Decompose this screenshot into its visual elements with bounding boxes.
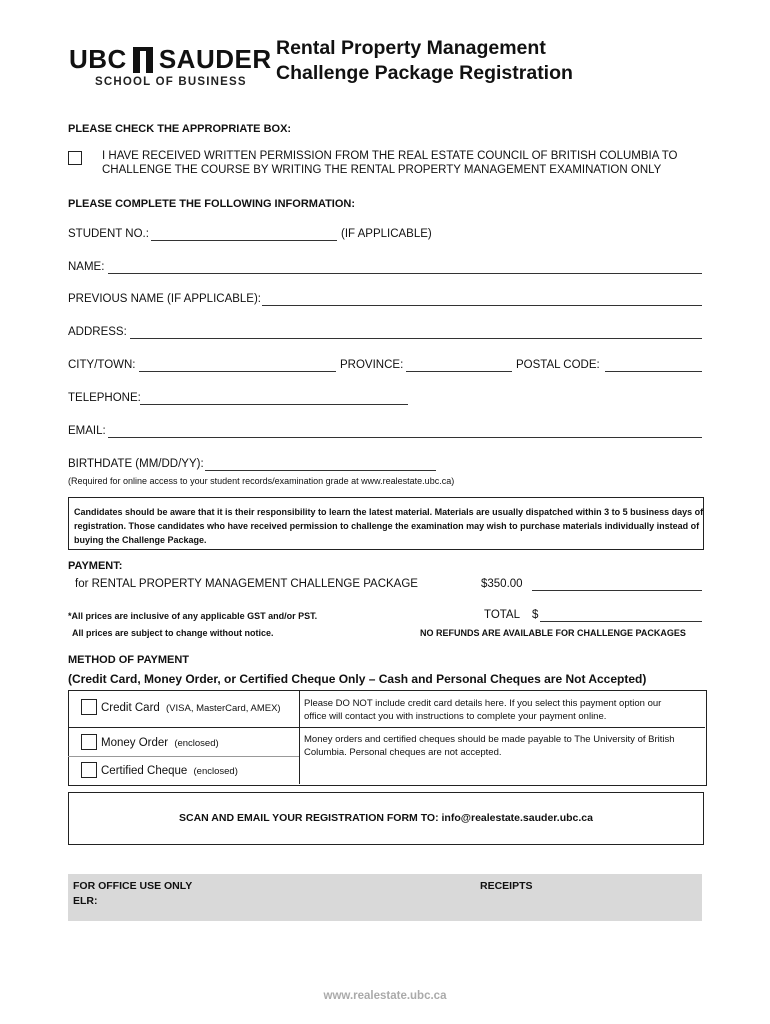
credit-card-note: (VISA, MasterCard, AMEX) bbox=[166, 703, 281, 714]
credit-card-option bbox=[101, 702, 281, 714]
postal-field[interactable] bbox=[605, 371, 702, 372]
student-no-field[interactable] bbox=[151, 240, 337, 241]
notice-line-3: buying the Challenge Package. bbox=[74, 535, 207, 545]
credit-desc-line-2: office will contact you with instructions to complete your payment online. bbox=[304, 711, 607, 722]
notice-box bbox=[68, 497, 704, 550]
telephone-field[interactable] bbox=[140, 404, 408, 405]
money-desc-line-1: Money orders and certified cheques should be made payable to The University of British bbox=[304, 734, 675, 745]
student-no-label: STUDENT NO.: bbox=[68, 228, 149, 240]
table-divider-horizontal bbox=[68, 727, 705, 728]
total-field[interactable] bbox=[540, 621, 702, 622]
logo-subtitle: SCHOOL OF BUSINESS bbox=[95, 76, 247, 88]
certified-cheque-checkbox[interactable] bbox=[81, 762, 97, 778]
city-label: CITY/TOWN: bbox=[68, 359, 136, 371]
credit-desc-line-1: Please DO NOT include credit card details here. If you select this payment option our bbox=[304, 698, 662, 709]
permission-checkbox[interactable] bbox=[68, 151, 82, 165]
footer-url[interactable]: www.realestate.ubc.ca bbox=[323, 990, 447, 1002]
address-field[interactable] bbox=[130, 338, 702, 339]
logo-sauder-text: SAUDER bbox=[158, 44, 272, 74]
method-subheading: (Credit Card, Money Order, or Certified Cheque Only – Cash and Personal Cheques are Not Accepted) bbox=[68, 672, 647, 686]
total-label: TOTAL bbox=[484, 609, 520, 621]
payment-item: for RENTAL PROPERTY MANAGEMENT CHALLENGE PACKAGE bbox=[75, 578, 418, 590]
title-line-1: Rental Property Management bbox=[276, 37, 546, 59]
title-line-2: Challenge Package Registration bbox=[276, 62, 573, 84]
table-divider-vertical bbox=[299, 690, 300, 784]
credit-card-checkbox[interactable] bbox=[81, 699, 97, 715]
permission-line-2: CHALLENGE THE COURSE BY WRITING THE RENTAL PROPERTY MANAGEMENT EXAMINATION ONLY bbox=[102, 164, 662, 176]
credit-card-label: Credit Card bbox=[101, 702, 160, 714]
certified-cheque-option bbox=[101, 765, 238, 777]
credit-card-description bbox=[304, 697, 661, 723]
page-title bbox=[276, 36, 573, 86]
method-heading: METHOD OF PAYMENT bbox=[68, 654, 190, 666]
gst-note: *All prices are inclusive of any applicable GST and/or PST. bbox=[68, 611, 318, 621]
student-no-suffix: (IF APPLICABLE) bbox=[341, 228, 432, 240]
receipts-label: RECEIPTS bbox=[480, 880, 533, 892]
birthdate-field[interactable] bbox=[205, 470, 436, 471]
money-order-description bbox=[304, 733, 675, 759]
money-order-option bbox=[101, 737, 219, 749]
logo-ubc-text: UBC bbox=[69, 44, 127, 74]
payment-heading: PAYMENT: bbox=[68, 560, 123, 572]
scan-email-box bbox=[68, 792, 704, 845]
price-change-note: All prices are subject to change without notice. bbox=[72, 628, 274, 638]
office-use-box bbox=[68, 874, 702, 921]
birthdate-label: BIRTHDATE (MM/DD/YY): bbox=[68, 458, 204, 470]
telephone-label: TELEPHONE: bbox=[68, 392, 141, 404]
money-order-note: (enclosed) bbox=[174, 738, 219, 749]
scan-email-text: SCAN AND EMAIL YOUR REGISTRATION FORM TO: info@realestate.sauder.ubc.ca bbox=[179, 812, 593, 824]
office-use-label: FOR OFFICE USE ONLY bbox=[73, 880, 193, 892]
elr-label: ELR: bbox=[73, 895, 98, 907]
certified-cheque-note: (enclosed) bbox=[193, 766, 238, 777]
notice-line-2: registration. Those candidates who have received permission to challenge the examination may wish to purchase materials individually instead of bbox=[74, 521, 700, 531]
permission-text bbox=[102, 150, 702, 176]
city-field[interactable] bbox=[139, 371, 336, 372]
name-label: NAME: bbox=[68, 261, 105, 273]
payment-price: $350.00 bbox=[481, 578, 523, 590]
money-order-label: Money Order bbox=[101, 737, 169, 749]
province-field[interactable] bbox=[406, 371, 512, 372]
logo-mark-icon bbox=[133, 47, 153, 73]
money-desc-line-2: Columbia. Personal cheques are not accepted. bbox=[304, 747, 502, 758]
email-label: EMAIL: bbox=[68, 425, 106, 437]
notice-line-1: Candidates should be aware that it is their responsibility to learn the latest material. Materials are usually dispatched within 3 to 5 business days of bbox=[74, 507, 704, 517]
previous-name-label: PREVIOUS NAME (IF APPLICABLE): bbox=[68, 293, 261, 305]
birthdate-note: (Required for online access to your student records/examination grade at www.realestate.ubc.ca) bbox=[68, 476, 455, 486]
certified-cheque-label: Certified Cheque bbox=[101, 765, 188, 777]
email-field[interactable] bbox=[108, 437, 702, 438]
no-refunds-note: NO REFUNDS ARE AVAILABLE FOR CHALLENGE PACKAGES bbox=[420, 628, 686, 638]
permission-line-1: I HAVE RECEIVED WRITTEN PERMISSION FROM THE REAL ESTATE COUNCIL OF BRITISH COLUMBIA TO bbox=[102, 150, 678, 162]
check-heading: PLEASE CHECK THE APPROPRIATE BOX: bbox=[68, 123, 292, 135]
total-currency: $ bbox=[532, 609, 539, 621]
previous-name-field[interactable] bbox=[262, 305, 702, 306]
address-label: ADDRESS: bbox=[68, 326, 127, 338]
table-divider-inner bbox=[68, 756, 299, 757]
name-field[interactable] bbox=[108, 273, 702, 274]
province-label: PROVINCE: bbox=[340, 359, 404, 371]
postal-label: POSTAL CODE: bbox=[516, 359, 600, 371]
notice-text bbox=[74, 505, 704, 547]
ubc-sauder-logo bbox=[69, 44, 272, 75]
info-heading: PLEASE COMPLETE THE FOLLOWING INFORMATION: bbox=[68, 198, 356, 210]
money-order-checkbox[interactable] bbox=[81, 734, 97, 750]
payment-price-field[interactable] bbox=[532, 590, 702, 591]
